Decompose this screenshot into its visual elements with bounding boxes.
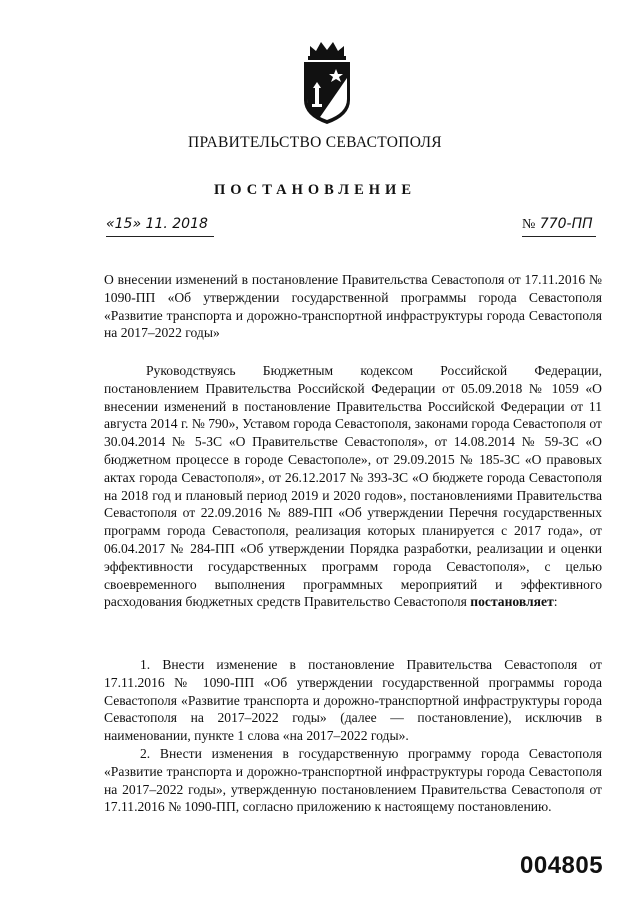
document-date bbox=[106, 216, 214, 237]
decree-word: постановляет bbox=[470, 594, 554, 610]
preamble-colon: : bbox=[553, 594, 558, 610]
coat-of-arms-icon bbox=[298, 38, 356, 126]
document-subject: О внесении изменений в постановление Правительства Севастополя от 17.11.2016 № 1090-ПП «Об утверждении государственной программы города Севастополя «Развитие транспорта и дорожно-транспортной инфраструктуры города Севастополя на 2017–2022 годы» bbox=[104, 272, 602, 341]
number-prefix: № bbox=[522, 217, 536, 232]
preamble-text: Руководствуясь Бюджетным кодексом Российской Федерации, постановлением Правительства Российской Федерации от 05.09.2018 № 1059 «О внесении изменений в постановление Правительства Российской Федерации от 11 августа 2014 г. № 790», Уставом города Севастополя, законами города Севастополя от 30.04.2014 № 5-ЗС «О Правительстве Севастополя», от 14.08.2014 № 59-ЗС «О бюджетном процессе в городе Севастополе», от 29.09.2015 № 185-ЗС «О правовых актах города Севастополя», от 26.12.2017 № 393-ЗС «О бюджете города Севастополя на 2018 год и плановый период 2019 и 2020 годов», постановлениями Правительства Севастополя от 22.09.2016 № 889-ПП «Об утверждении Перечня государственных программ города Севастополя, реализация которых планируется с 2017 года», от 06.04.2017 № 284-ПП «Об утверждении Порядка разработки, реализации и оценки эффективности государственных программ города Севастополя», с целью своевременного выполнения программных мероприятий и эффективного расходования бюджетных средств Правительство Севастополя bbox=[104, 363, 602, 610]
decree-items bbox=[104, 656, 602, 816]
date-open-quote: « bbox=[106, 216, 115, 232]
date-day: 15 bbox=[114, 216, 133, 232]
date-close-quote: » bbox=[132, 216, 142, 232]
document-number bbox=[522, 216, 596, 237]
preamble-paragraph bbox=[104, 362, 602, 611]
number-value: 770-ПП bbox=[535, 216, 593, 232]
organization-title: ПРАВИТЕЛЬСТВО СЕВАСТОПОЛЯ bbox=[188, 134, 442, 151]
serial-number: 004805 bbox=[520, 852, 604, 879]
decree-item-1: 1. Внести изменение в постановление Правительства Севастополя от 17.11.2016 № 1090-ПП «Об утверждении государственной программы города Севастополя «Развитие транспорта и дорожно-транспортной инфраструктуры города Севастополя на 2017–2022 годы» (далее — постановление), исключив в наименовании, пункте 1 слова «на 2017–2022 годы». bbox=[104, 657, 602, 744]
date-month-year: 11. 2018 bbox=[141, 216, 208, 232]
decree-item-2: 2. Внести изменения в государственную программу города Севастополя «Развитие транспорта и дорожно-транспортной инфраструктуры города Севастополя на 2017–2022 годы», утвержденную постановлением Правительства Севастополя от 17.11.2016 № 1090-ПП, согласно приложению к настоящему постановлению. bbox=[104, 745, 602, 815]
document-type-heading: ПОСТАНОВЛЕНИЕ bbox=[213, 182, 416, 198]
